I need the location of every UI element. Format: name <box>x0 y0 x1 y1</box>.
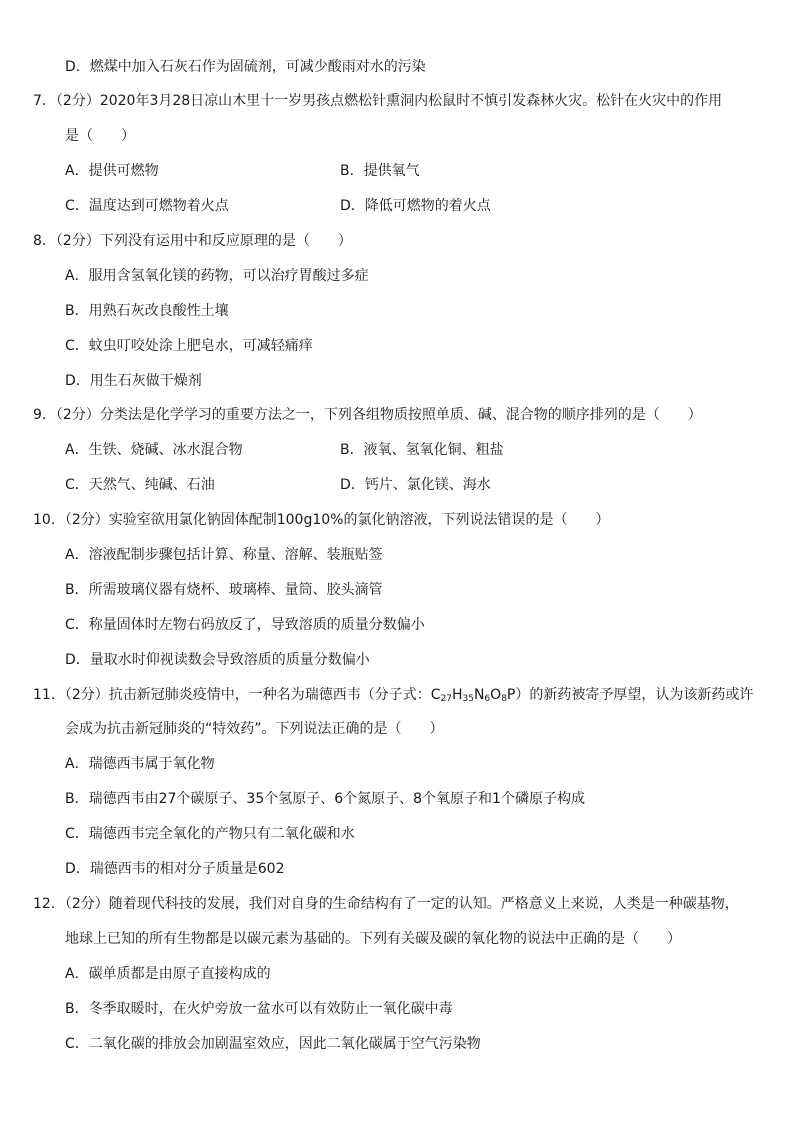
formula-p: P <box>506 687 516 703</box>
formula-sub-c: 27 <box>440 694 452 704</box>
q7-option-c: C．温度达到可燃物着火点 <box>65 198 229 214</box>
q9-option-a: A．生铁、烧碱、冰水混合物 <box>65 442 243 458</box>
q10-stem: 10．（2分）实验室欲用氯化钠固体配制100g10%的氯化钠溶液，下列说法错误的是（ ） <box>33 512 610 528</box>
q7-stem-line2: 是（ ） <box>65 128 135 144</box>
q8-stem: 8．（2分）下列没有运用中和反应原理的是（ ） <box>33 233 352 249</box>
q11-stem-line2: 会成为抗击新冠肺炎的“特效药”。下列说法正确的是（ ） <box>65 721 444 737</box>
formula-sub-o: 8 <box>501 694 507 704</box>
q12-stem-line1: 12．（2分）随着现代科技的发展，我们对自身的生命结构有了一定的认知。严格意义上来说，人类是一种碳基物， <box>33 896 739 912</box>
formula-sub-h: 35 <box>462 694 474 704</box>
q12-option-b: B．冬季取暖时，在火炉旁放一盆水可以有效防止一氧化碳中毒 <box>65 1001 453 1017</box>
formula-sub-n: 6 <box>484 694 491 704</box>
q6-option-d: D．燃煤中加入石灰石作为固硫剂，可减少酸雨对水的污染 <box>65 59 426 75</box>
q11-stem-post: ）的新药被寄予厚望，认为该新药或许 <box>515 687 754 703</box>
q11-option-a: A．瑞德西韦属于氧化物 <box>65 756 215 772</box>
q7-stem-line1: 7．（2分）2020年3月28日凉山木里十一岁男孩点燃松针熏洞内松鼠时不慎引发森林火灾。松针在火灾中的作用 <box>33 93 723 109</box>
formula-n: N <box>473 687 485 703</box>
q10-option-d: D．量取水时仰视读数会导致溶质的质量分数偏小 <box>65 652 370 668</box>
q10-option-a: A．溶液配制步骤包括计算、称量、溶解、装瓶贴签 <box>65 547 383 563</box>
q11-stem-line1 <box>33 685 753 705</box>
q11-stem-pre: 11．（2分）抗击新冠肺炎疫情中，一种名为瑞德西韦（分子式：C <box>33 687 441 703</box>
q10-option-c: C．称量固体时左物右码放反了，导致溶质的质量分数偏小 <box>65 617 425 633</box>
q12-stem-line2: 地球上已知的所有生物都是以碳元素为基础的。下列有关碳及碳的氧化物的说法中正确的是（ ） <box>65 931 681 947</box>
q7-option-d: D．降低可燃物的着火点 <box>340 198 491 214</box>
q9-option-b: B．液氧、氢氧化铜、粗盐 <box>340 442 504 458</box>
q12-option-c: C．二氧化碳的排放会加剧温室效应，因此二氧化碳属于空气污染物 <box>65 1036 481 1052</box>
q9-stem: 9．（2分）分类法是化学学习的重要方法之一，下列各组物质按照单质、碱、混合物的顺序排列的是（ ） <box>33 407 702 423</box>
q11-option-b: B．瑞德西韦由27个碳原子、35个氢原子、6个氮原子、8个氧原子和1个磷原子构成 <box>65 791 585 807</box>
q12-option-a: A．碳单质都是由原子直接构成的 <box>65 966 271 982</box>
q8-option-c: C．蚊虫叮咬处涂上肥皂水，可减轻痛痒 <box>65 338 313 354</box>
q9-option-d: D．钙片、氯化镁、海水 <box>340 477 491 493</box>
q11-option-d: D．瑞德西韦的相对分子质量是602 <box>65 861 285 877</box>
q8-option-b: B．用熟石灰改良酸性土壤 <box>65 303 229 319</box>
q11-option-c: C．瑞德西韦完全氧化的产物只有二氧化碳和水 <box>65 826 355 842</box>
q8-option-d: D．用生石灰做干燥剂 <box>65 373 202 389</box>
q9-option-c: C．天然气、纯碱、石油 <box>65 477 215 493</box>
formula-h: H <box>451 687 463 703</box>
q10-option-b: B．所需玻璃仪器有烧杯、玻璃棒、量筒、胶头滴管 <box>65 582 383 598</box>
q7-option-a: A．提供可燃物 <box>65 163 159 179</box>
q8-option-a: A．服用含氢氧化镁的药物，可以治疗胃酸过多症 <box>65 268 369 284</box>
q7-option-b: B．提供氧气 <box>340 163 420 179</box>
formula-o: O <box>490 687 502 703</box>
